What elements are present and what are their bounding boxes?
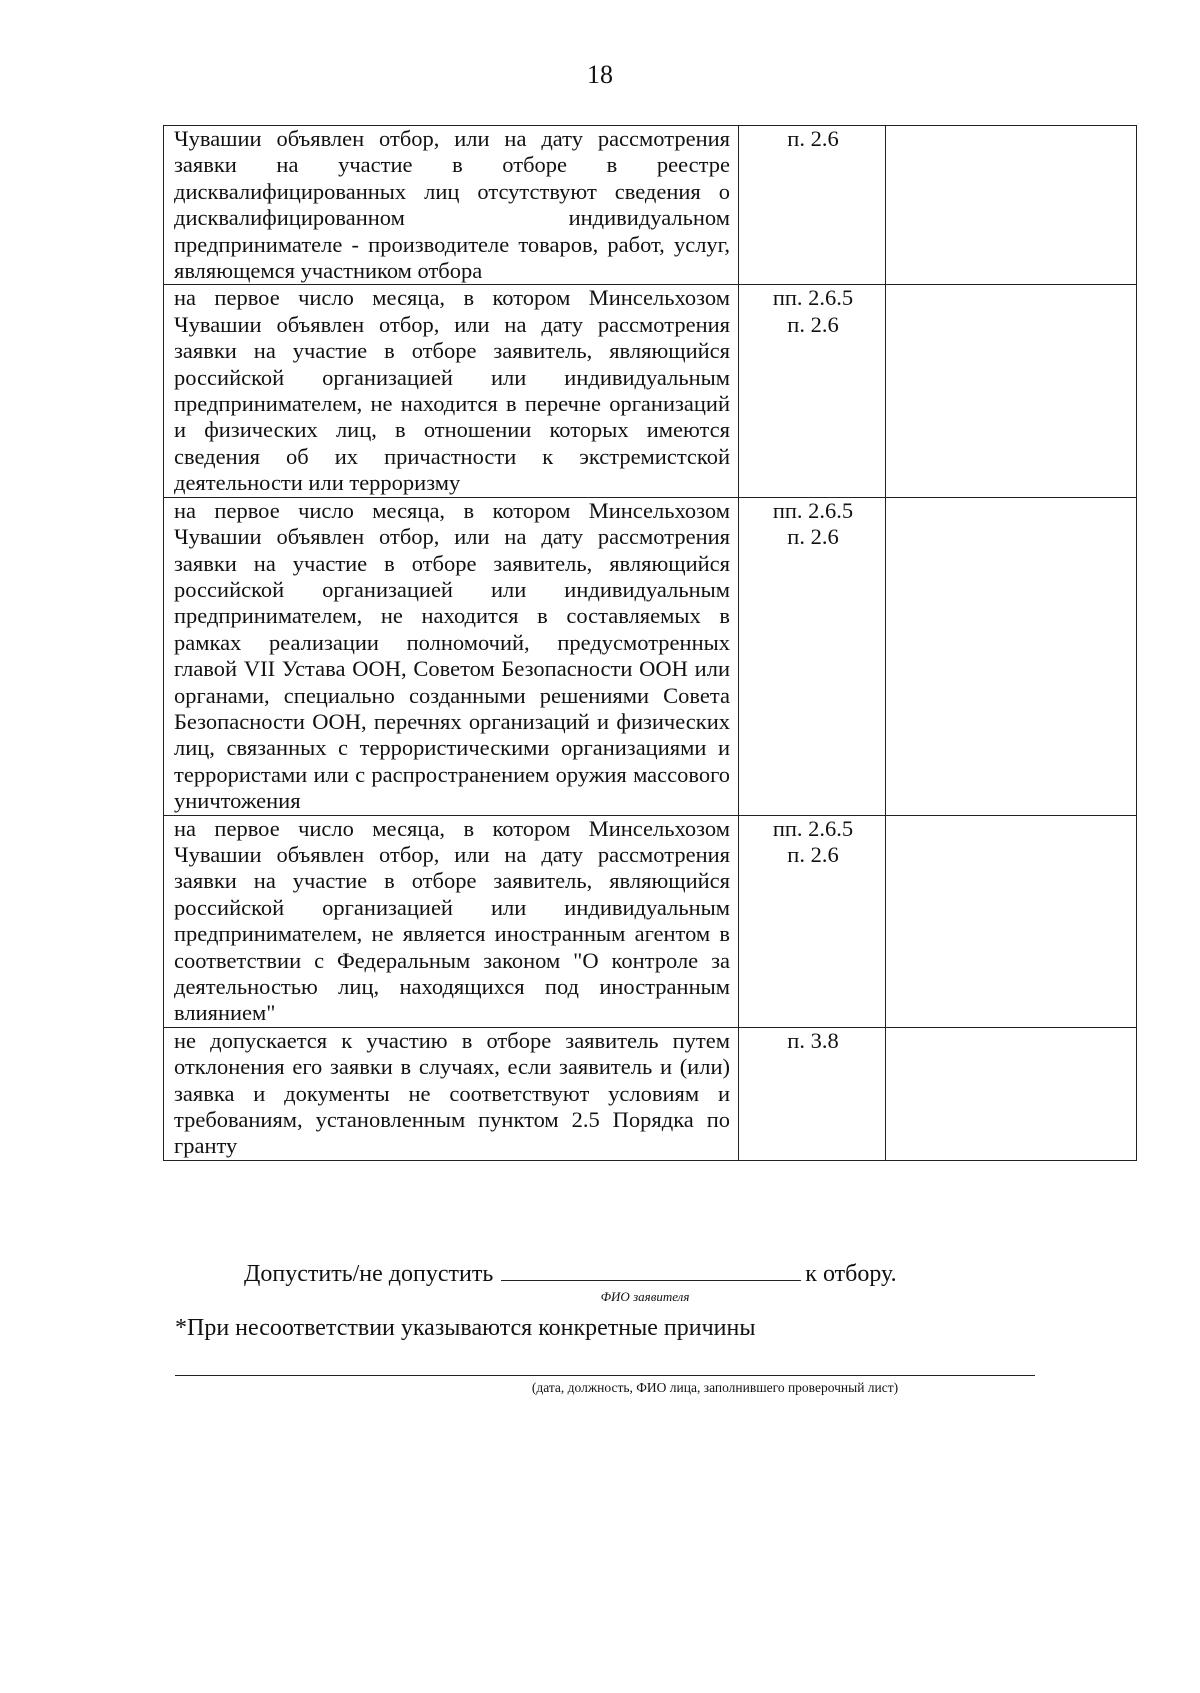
admission-statement — [244, 1258, 944, 1288]
applicant-name-caption: ФИО заявителя — [600, 1289, 690, 1304]
signature-line[interactable] — [175, 1375, 1035, 1376]
condition-cell: на первое число месяца, в котором Минсельхозом Чувашии объявлен отбор, или на дату рассмотрения заявки на участие в отборе заявитель, являющийся российской организацией или индивидуальным предпринимателем, не находится в составляемых в рамках реализации полномочий, предусмотренных главой VII Устава ООН, Советом Безопасности ООН или органами, специально созданными решениями Совета Безопасности ООН, перечнях организаций и физических лиц, связанных с террористическими организациями и террористами или с распространением оружия массового уничтожения — [164, 497, 739, 815]
applicant-name-blank[interactable] — [501, 1258, 801, 1281]
note-cell[interactable] — [886, 497, 1137, 815]
note-cell[interactable] — [886, 285, 1137, 497]
condition-cell: на первое число месяца, в котором Минсельхозом Чувашии объявлен отбор, или на дату рассмотрения заявки на участие в отборе заявитель, являющийся российской организацией или индивидуальным предпринимателем, не находится в перечне организаций и физических лиц, в отношении которых имеются сведения об их причастности к экстремистской деятельности или терроризму — [164, 285, 739, 497]
reference-cell: п. 2.6 — [739, 126, 886, 285]
condition-cell: на первое число месяца, в котором Минсельхозом Чувашии объявлен отбор, или на дату рассмотрения заявки на участие в отборе заявитель, являющийся российской организацией или индивидуальным предпринимателем, не является иностранным агентом в соответствии с Федеральным законом "О контроле за деятельностью лиц, находящихся под иностранным влиянием" — [164, 815, 739, 1027]
admission-prefix: Допустить/не допустить — [244, 1261, 494, 1287]
note-cell[interactable] — [886, 126, 1137, 285]
note-cell[interactable] — [886, 815, 1137, 1027]
note-cell[interactable] — [886, 1027, 1137, 1160]
reference-cell: пп. 2.6.5 п. 2.6 — [739, 285, 886, 497]
checklist-table — [163, 125, 1137, 1161]
table-row — [164, 497, 1137, 815]
page-number: 18 — [587, 60, 613, 89]
table-row — [164, 815, 1137, 1027]
reference-cell: пп. 2.6.5 п. 2.6 — [739, 815, 886, 1027]
signature-caption: (дата, должность, ФИО лица, заполнившего проверочный лист) — [531, 1380, 899, 1395]
table-row — [164, 285, 1137, 497]
condition-cell: Чувашии объявлен отбор, или на дату рассмотрения заявки на участие в отборе в реестре дисквалифицированных лиц отсутствуют сведения о дисквалифицированном индивидуальном предпринимателе - производителе товаров, работ, услуг, являющемся участником отбора — [164, 126, 739, 285]
condition-cell: не допускается к участию в отборе заявитель путем отклонения его заявки в случаях, если заявитель и (или) заявка и документы не соответствуют условиям и требованиям, установленным пунктом 2.5 Порядка по гранту — [164, 1027, 739, 1160]
reference-cell: п. 3.8 — [739, 1027, 886, 1160]
table-row — [164, 126, 1137, 285]
footnote: *При несоответствии указываются конкретные причины — [175, 1315, 756, 1341]
table-row — [164, 1027, 1137, 1160]
admission-suffix: к отбору. — [805, 1261, 897, 1287]
reference-cell: пп. 2.6.5 п. 2.6 — [739, 497, 886, 815]
